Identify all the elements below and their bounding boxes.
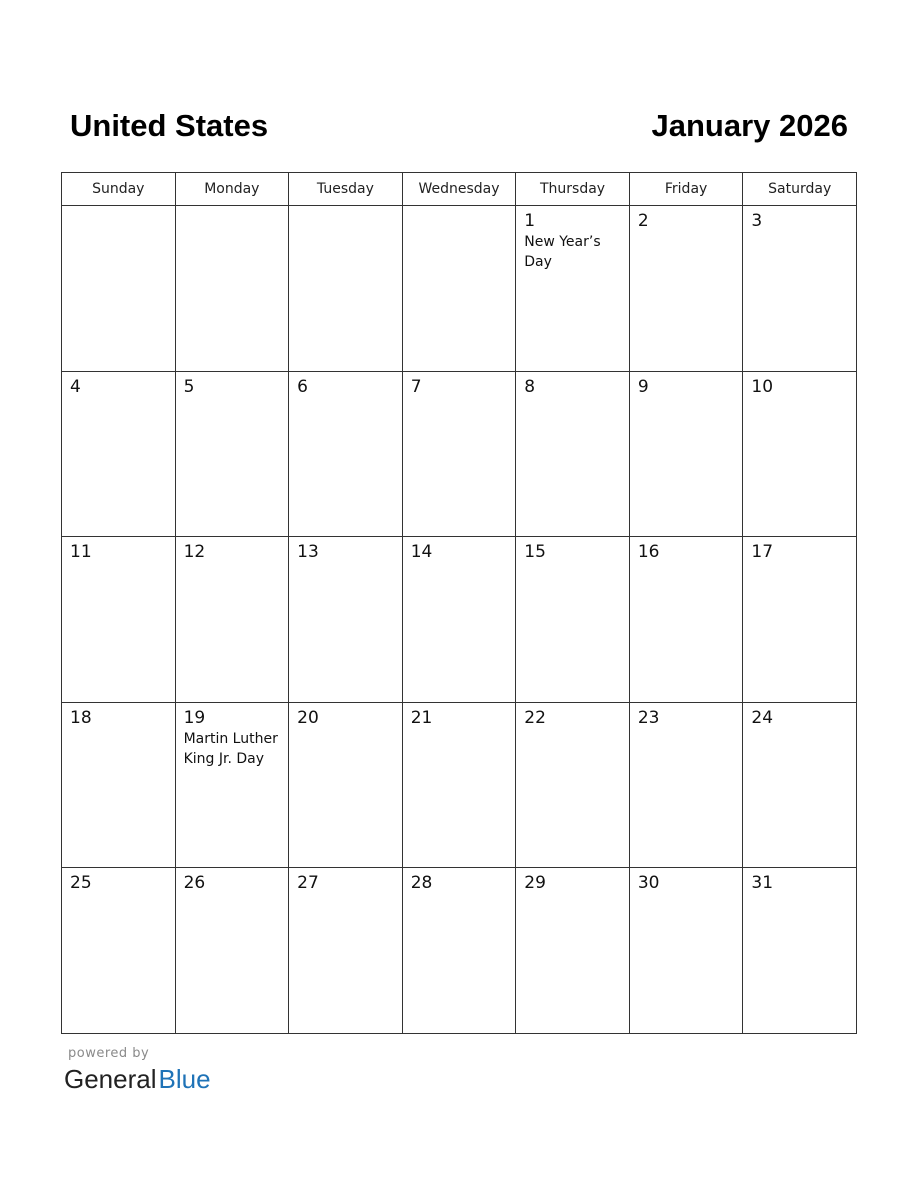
day-cell [175, 206, 289, 372]
day-number [176, 206, 289, 210]
day-cell [175, 868, 289, 1034]
day-cell [402, 702, 516, 868]
day-number: 22 [524, 707, 546, 728]
day-cell [62, 702, 176, 868]
day-number: 17 [751, 542, 774, 563]
day-number: 16 [637, 542, 660, 563]
day-cell [743, 537, 857, 703]
weekday-header: Saturday [743, 173, 857, 206]
week-row [62, 371, 857, 537]
day-number: 3 [751, 211, 763, 231]
day-cell [62, 537, 176, 703]
day-cell [516, 371, 630, 537]
day-number: 23 [637, 707, 660, 728]
day-cell [402, 868, 516, 1034]
day-number: 25 [70, 873, 92, 894]
day-number: 14 [410, 542, 433, 563]
day-number: 31 [751, 873, 774, 894]
day-number: 8 [524, 376, 536, 397]
day-number: 26 [183, 873, 206, 894]
brand-footer[interactable] [64, 1045, 211, 1095]
day-cell [516, 537, 630, 703]
day-cell [175, 702, 289, 868]
day-number: 30 [637, 873, 660, 894]
day-number: 24 [751, 707, 774, 728]
day-cell [743, 702, 857, 868]
calendar-grid [61, 172, 857, 1034]
country-title: United States [70, 108, 269, 143]
day-number: 18 [70, 707, 92, 728]
day-number: 1 [524, 211, 536, 231]
month-title: January 2026 [651, 108, 848, 143]
day-number: 28 [410, 873, 433, 894]
day-cell [289, 868, 403, 1034]
day-number: 13 [297, 542, 319, 563]
day-number: 10 [751, 376, 774, 397]
holiday-label: Martin Luther King Jr. Day [183, 730, 278, 767]
day-cell [402, 206, 516, 372]
day-cell [516, 868, 630, 1034]
day-number: 6 [297, 376, 308, 397]
day-number: 21 [410, 707, 433, 728]
day-cell [289, 702, 403, 868]
day-cell [629, 206, 743, 372]
day-cell [402, 537, 516, 703]
day-cell [289, 206, 403, 372]
day-cell [629, 868, 743, 1034]
weekday-header: Wednesday [402, 173, 516, 206]
day-cell [743, 371, 857, 537]
day-number: 15 [524, 542, 546, 563]
weekday-header: Monday [175, 173, 289, 206]
day-number [289, 206, 402, 210]
day-cell [402, 371, 516, 537]
day-number [62, 206, 175, 210]
generalblue-logo[interactable] [64, 1063, 211, 1095]
day-number: 5 [183, 376, 195, 397]
day-cell [516, 206, 630, 372]
day-number [403, 206, 516, 210]
day-cell [743, 206, 857, 372]
day-cell [62, 868, 176, 1034]
week-row [62, 206, 857, 372]
day-number: 7 [410, 376, 422, 397]
weekday-header: Thursday [516, 173, 630, 206]
day-cell [62, 371, 176, 537]
week-row [62, 537, 857, 703]
holiday-label: New Year’s Day [524, 234, 601, 270]
day-cell [175, 371, 289, 537]
brand-blue-text: Blue [158, 1064, 211, 1094]
powered-by-label: powered by [68, 1046, 150, 1061]
day-cell [289, 371, 403, 537]
weekday-header: Sunday [62, 173, 176, 206]
day-cell [629, 371, 743, 537]
day-cell [62, 206, 176, 372]
day-cell [629, 537, 743, 703]
day-number: 20 [297, 707, 319, 728]
day-cell [629, 702, 743, 868]
week-row [62, 868, 857, 1034]
day-number: 11 [70, 542, 92, 563]
day-cell [289, 537, 403, 703]
weekday-header: Friday [629, 173, 743, 206]
day-cell [516, 702, 630, 868]
day-cell [743, 868, 857, 1034]
day-number: 9 [637, 376, 649, 397]
week-row [62, 702, 857, 868]
day-number: 12 [183, 542, 206, 563]
brand-general-text: General [64, 1064, 157, 1094]
weekday-header-row [62, 173, 857, 206]
day-number: 4 [70, 376, 81, 397]
day-number: 2 [637, 211, 649, 231]
day-number: 27 [297, 873, 319, 894]
day-cell [175, 537, 289, 703]
day-number: 19 [183, 707, 206, 728]
weekday-header: Tuesday [289, 173, 403, 206]
day-number: 29 [524, 873, 546, 894]
